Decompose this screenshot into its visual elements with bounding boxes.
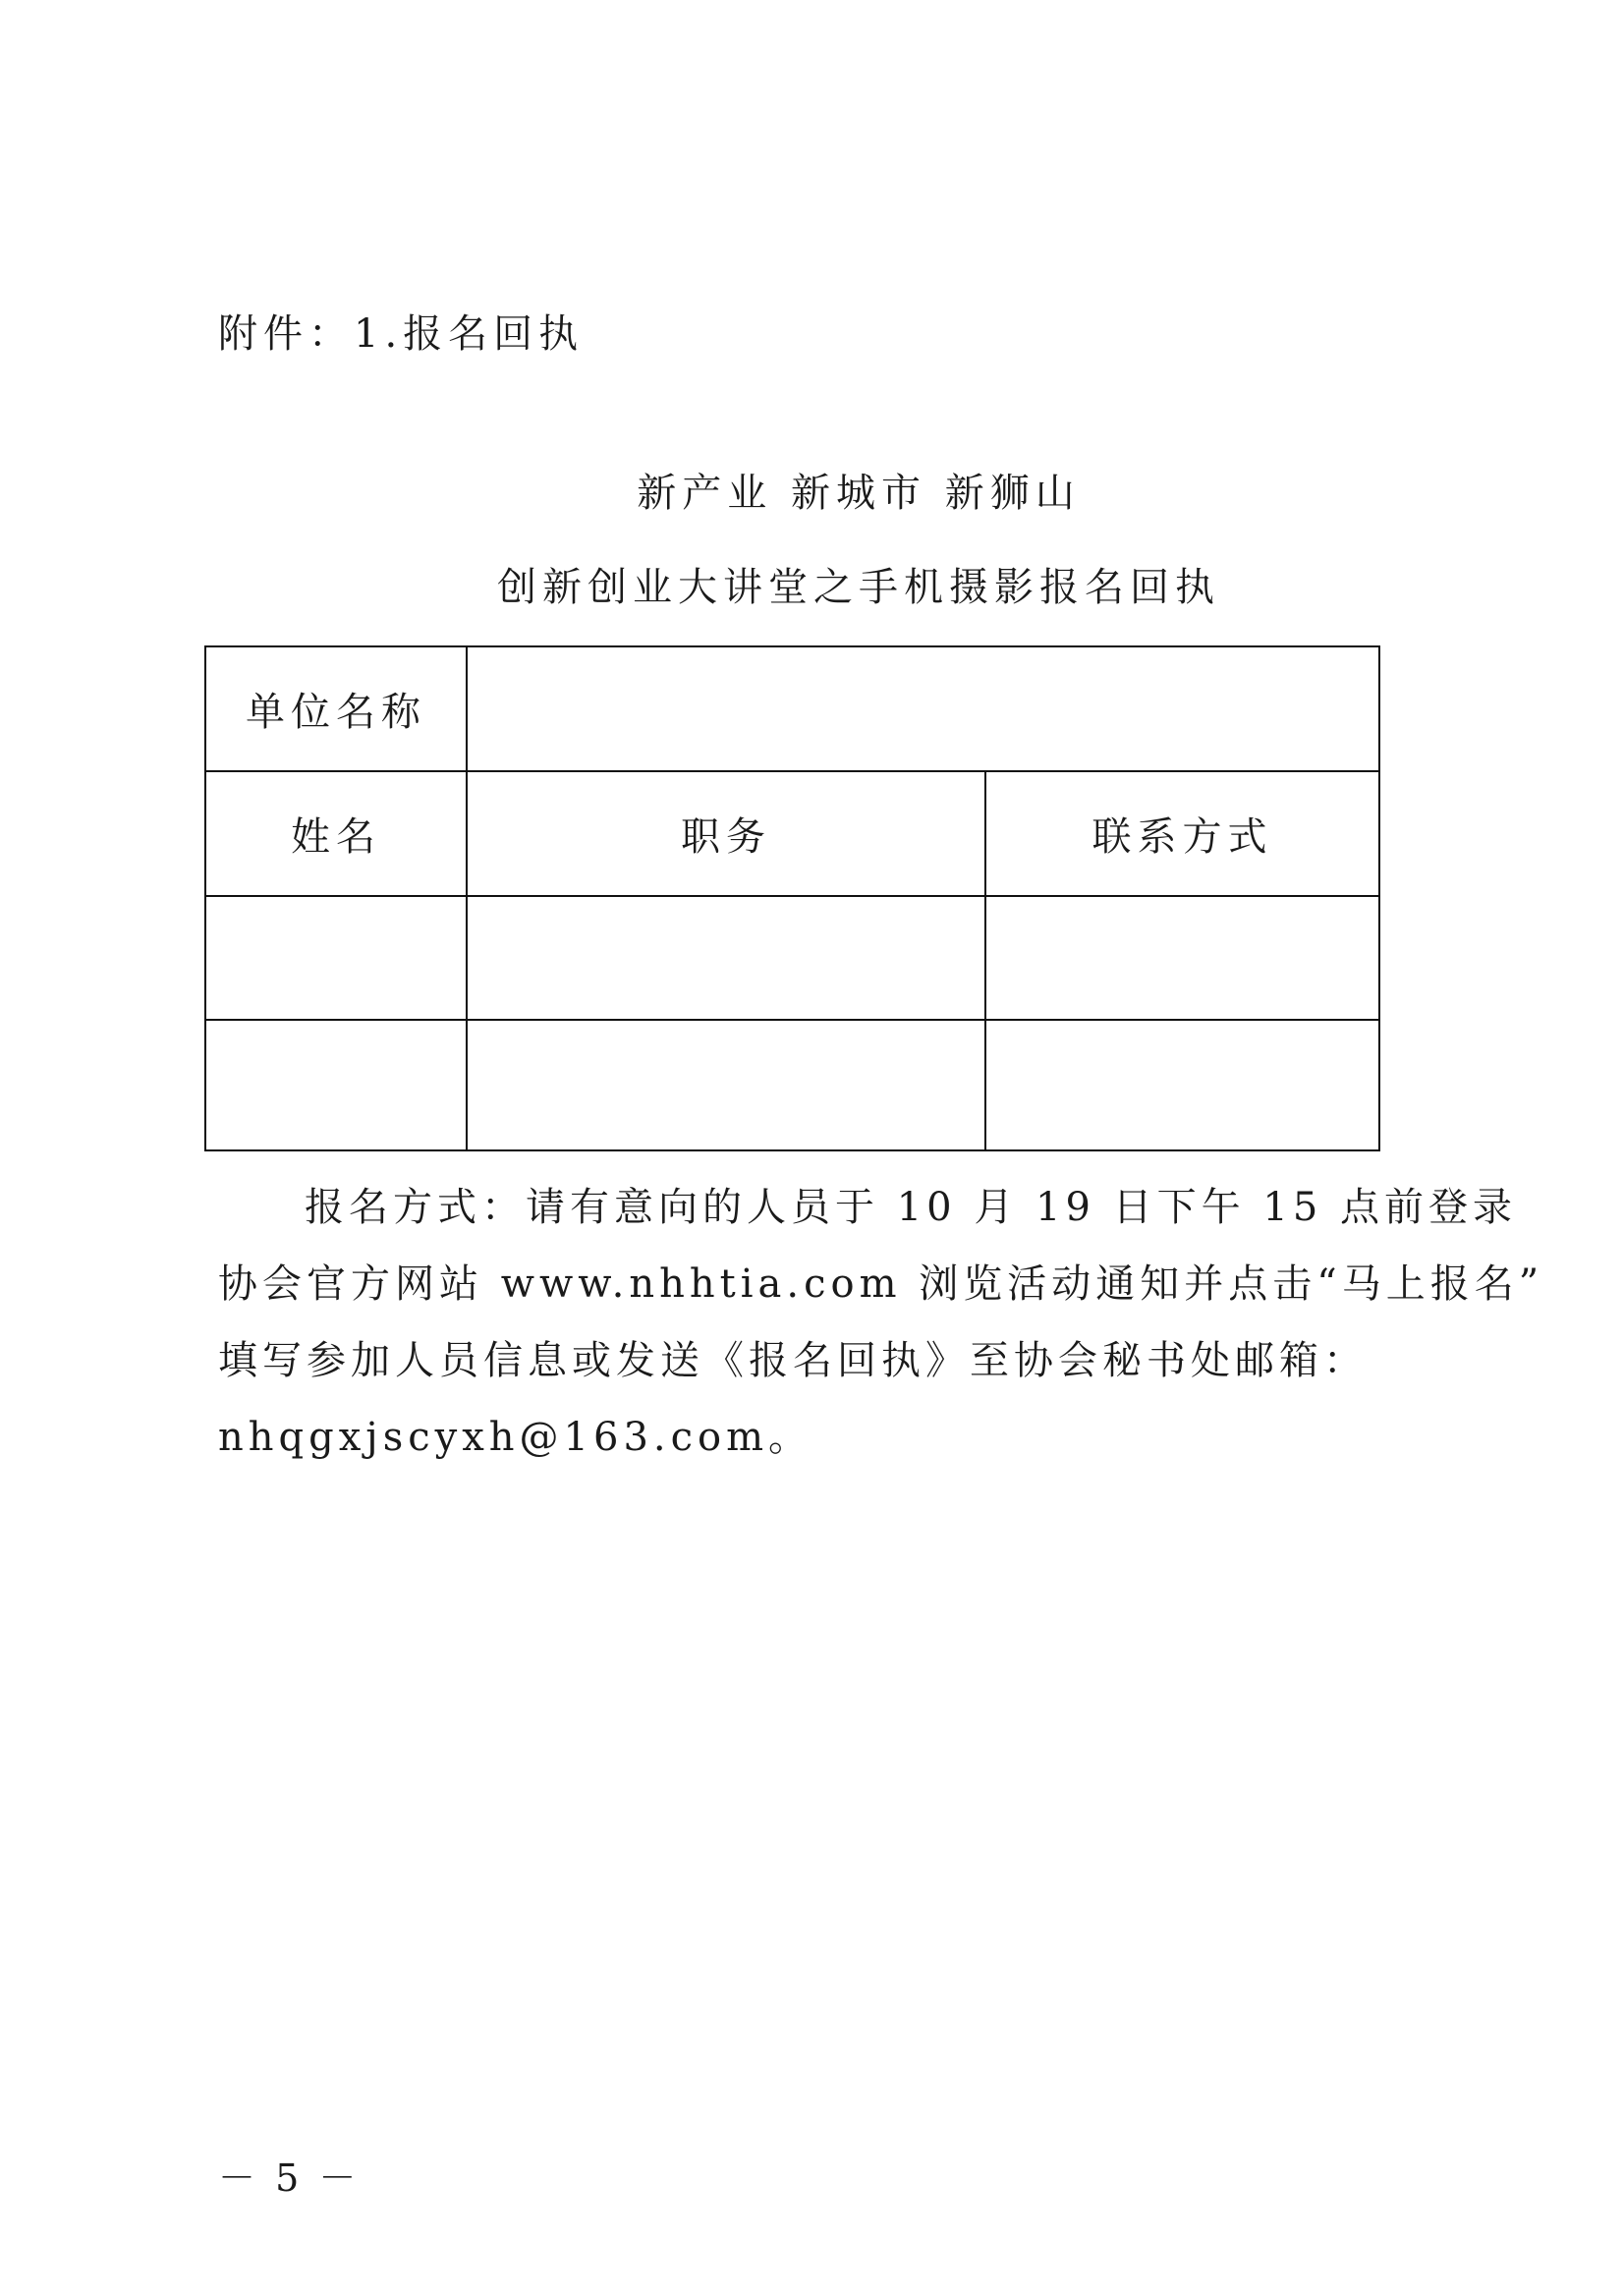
page-number: － 5 － (218, 2156, 361, 2200)
unit-name-label: 单位名称 (205, 646, 467, 771)
contact-cell[interactable] (985, 1020, 1379, 1150)
header-name: 姓名 (205, 771, 467, 896)
name-cell[interactable] (205, 1020, 467, 1150)
contact-cell[interactable] (985, 896, 1379, 1020)
table-row (205, 896, 1379, 1020)
position-cell[interactable] (467, 896, 985, 1020)
registration-instructions (218, 1169, 1544, 1476)
instructions-line-1: 报名方式：请有意向的人员于 10 月 19 日下午 15 点前登录 (305, 1185, 1517, 1230)
table-row (205, 1020, 1379, 1150)
instructions-line-4: nhqgxjscyxh@163.com。 (218, 1415, 813, 1460)
position-cell[interactable] (467, 1020, 985, 1150)
registration-form-table (204, 645, 1380, 1151)
header-contact: 联系方式 (985, 771, 1379, 896)
instructions-line-2: 协会官方网站 www.nhhtia.com 浏览活动通知并点击“马上报名” (218, 1261, 1544, 1307)
name-cell[interactable] (205, 896, 467, 1020)
header-position: 职务 (467, 771, 985, 896)
attachment-label: 附件：1.报名回执 (218, 311, 585, 357)
header-row (205, 771, 1379, 896)
instructions-line-3: 填写参加人员信息或发送《报名回执》至协会秘书处邮箱： (218, 1338, 1368, 1383)
document-title-line-1: 新产业 新城市 新狮山 (637, 471, 1081, 516)
unit-name-field[interactable] (467, 646, 1379, 771)
unit-name-row (205, 646, 1379, 771)
document-title-line-2: 创新创业大讲堂之手机摄影报名回执 (497, 565, 1220, 610)
